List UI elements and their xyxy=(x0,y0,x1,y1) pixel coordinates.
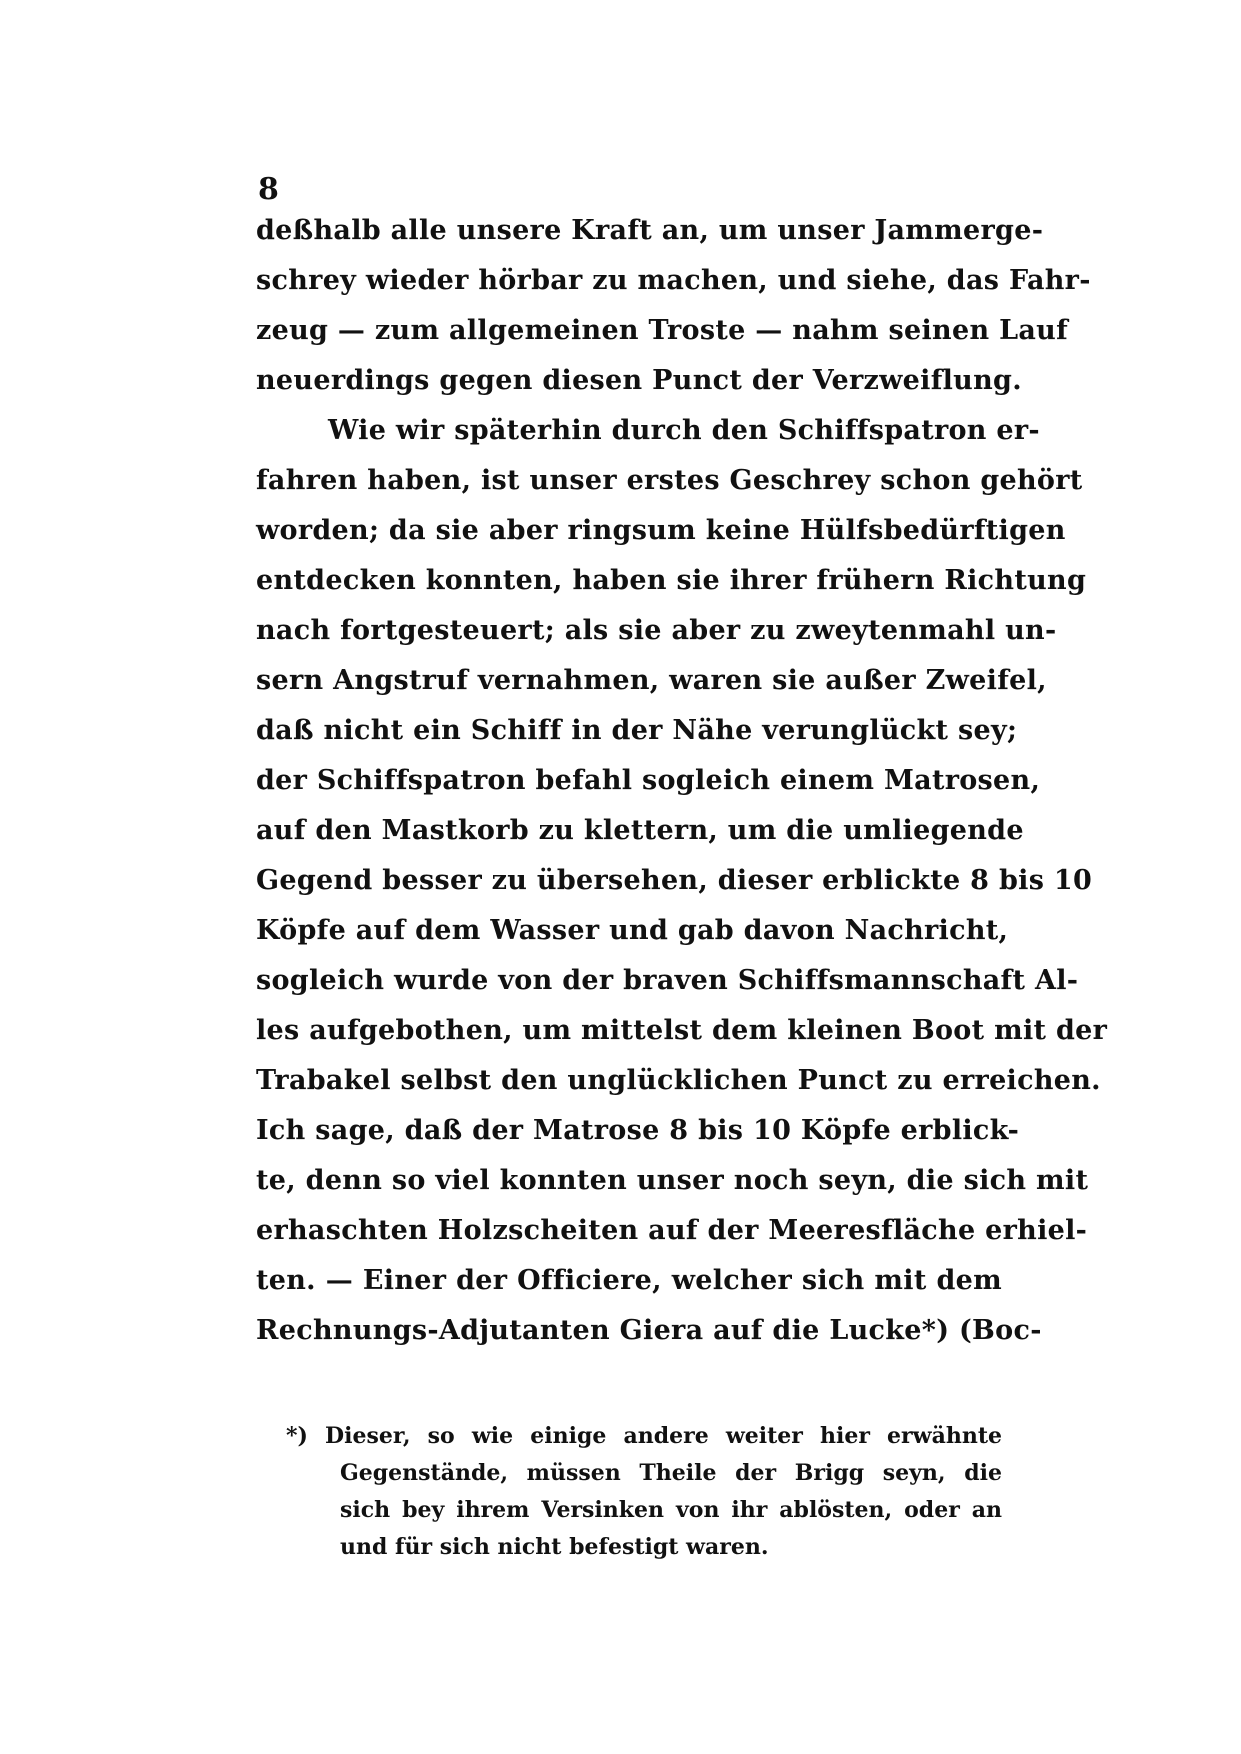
text-line: Rechnungs-Adjutanten Giera auf die Lucke*) (Boc- xyxy=(256,1315,1042,1346)
text-line: neuerdings gegen diesen Punct der Verzweiflung. xyxy=(256,365,1022,396)
text-line: nach fortgesteuert; als sie aber zu zweytenmahl un- xyxy=(256,615,1057,646)
footnote-line: sich bey ihrem Versinken von ihr ablösten, oder an xyxy=(340,1497,1002,1523)
page-number: 8 xyxy=(258,172,279,207)
text-line: entdecken konnten, haben sie ihrer frühern Richtung xyxy=(256,565,1087,596)
text-line: Gegend besser zu übersehen, dieser erblickte 8 bis 10 xyxy=(256,865,1093,896)
text-line: Köpfe auf dem Wasser und gab davon Nachricht, xyxy=(256,915,1009,946)
footnote-line: *) Dieser, so wie einige andere weiter hier erwähnte xyxy=(286,1423,1002,1449)
footnote-line: und für sich nicht befestigt waren. xyxy=(340,1534,769,1560)
text-line: les aufgebothen, um mittelst dem kleinen Boot mit der xyxy=(256,1015,1108,1046)
text-line: auf den Mastkorb zu klettern, um die umliegende xyxy=(256,815,1024,846)
text-line: zeug — zum allgemeinen Troste — nahm seinen Lauf xyxy=(256,315,1068,346)
text-line: erhaschten Holzscheiten auf der Meeresfläche erhiel- xyxy=(256,1215,1088,1246)
text-line: ten. — Einer der Officiere, welcher sich mit dem xyxy=(256,1265,1002,1296)
footnote xyxy=(286,1418,1002,1566)
text-line: sogleich wurde von der braven Schiffsmannschaft Al- xyxy=(256,965,1079,996)
text-line: sern Angstruf vernahmen, waren sie außer Zweifel, xyxy=(256,665,1047,696)
main-text xyxy=(256,206,1108,1356)
text-line: Ich sage, daß der Matrose 8 bis 10 Köpfe erblick- xyxy=(256,1115,1020,1146)
text-line: te, denn so viel konnten unser noch seyn, die sich mit xyxy=(256,1165,1089,1196)
text-line: worden; da sie aber ringsum keine Hülfsbedürftigen xyxy=(256,515,1066,546)
text-line: schrey wieder hörbar zu machen, und siehe, das Fahr- xyxy=(256,265,1091,296)
text-line: daß nicht ein Schiff in der Nähe verunglückt sey; xyxy=(256,715,1018,746)
text-line: Wie wir späterhin durch den Schiffspatron er- xyxy=(328,415,1040,446)
footnote-line: Gegenstände, müssen Theile der Brigg seyn, die xyxy=(340,1460,1002,1486)
text-line: fahren haben, ist unser erstes Geschrey schon gehört xyxy=(256,465,1083,496)
text-line: der Schiffspatron befahl sogleich einem Matrosen, xyxy=(256,765,1041,796)
text-line: deßhalb alle unsere Kraft an, um unser Jammerge- xyxy=(256,215,1044,246)
text-line: Trabakel selbst den unglücklichen Punct zu erreichen. xyxy=(256,1065,1101,1096)
